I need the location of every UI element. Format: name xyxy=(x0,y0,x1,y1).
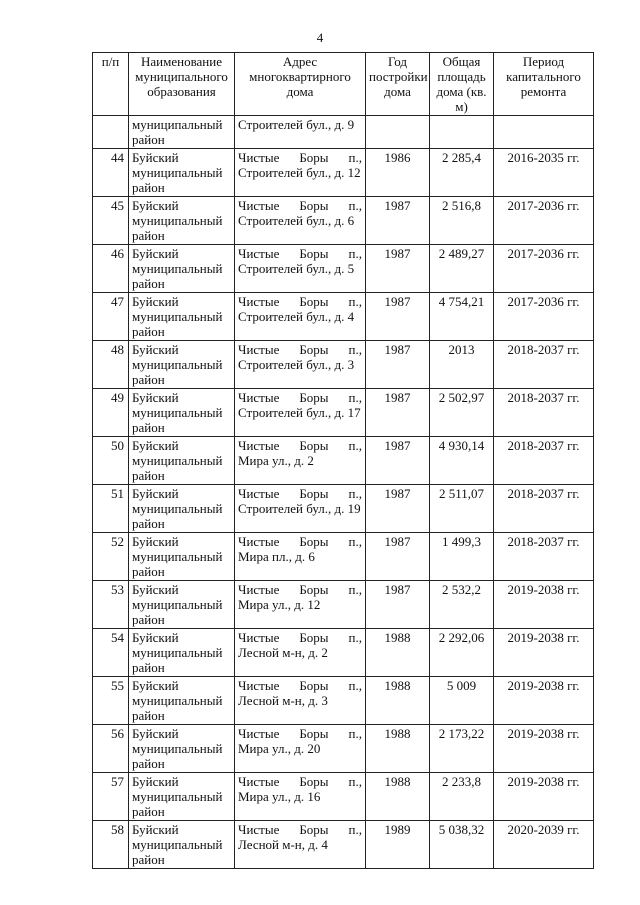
cell-num: 58 xyxy=(93,821,129,869)
cell-year: 1988 xyxy=(366,629,430,677)
cell-address: Строителей бул., д. 9 xyxy=(235,116,366,149)
table-row xyxy=(93,533,594,581)
cell-num: 55 xyxy=(93,677,129,725)
table-row xyxy=(93,293,594,341)
cell-period: 2020-2039 гг. xyxy=(494,821,594,869)
cell-area: 2 502,97 xyxy=(430,389,494,437)
cell-address: Чистые Боры п., Строителей бул., д. 17 xyxy=(235,389,366,437)
table-row xyxy=(93,341,594,389)
table-row xyxy=(93,485,594,533)
cell-num: 49 xyxy=(93,389,129,437)
cell-address: Чистые Боры п., Строителей бул., д. 4 xyxy=(235,293,366,341)
cell-period: 2017-2036 гг. xyxy=(494,197,594,245)
cell-year: 1987 xyxy=(366,293,430,341)
cell-area: 2 511,07 xyxy=(430,485,494,533)
cell-address: Чистые Боры п., Лесной м-н, д. 4 xyxy=(235,821,366,869)
cell-period: 2019-2038 гг. xyxy=(494,581,594,629)
page-number: 4 xyxy=(316,30,324,45)
table-header-row xyxy=(93,53,594,116)
cell-num: 45 xyxy=(93,197,129,245)
cell-area: 2 173,22 xyxy=(430,725,494,773)
cell-period: 2018-2037 гг. xyxy=(494,437,594,485)
cell-municipality: Буйский муниципальный район xyxy=(129,149,235,197)
cell-period: 2018-2037 гг. xyxy=(494,533,594,581)
cell-municipality: Буйский муниципальный район xyxy=(129,341,235,389)
cell-period: 2019-2038 гг. xyxy=(494,725,594,773)
cell-period: 2016-2035 гг. xyxy=(494,149,594,197)
table-row xyxy=(93,629,594,677)
cell-year: 1987 xyxy=(366,581,430,629)
cell-num: 57 xyxy=(93,773,129,821)
cell-year: 1988 xyxy=(366,677,430,725)
cell-num: 53 xyxy=(93,581,129,629)
cell-address: Чистые Боры п., Мира ул., д. 2 xyxy=(235,437,366,485)
cell-num: 56 xyxy=(93,725,129,773)
cell-num: 44 xyxy=(93,149,129,197)
cell-num: 47 xyxy=(93,293,129,341)
cell-year: 1987 xyxy=(366,389,430,437)
cell-address: Чистые Боры п., Мира ул., д. 16 xyxy=(235,773,366,821)
cell-year: 1987 xyxy=(366,485,430,533)
cell-period: 2018-2037 гг. xyxy=(494,485,594,533)
cell-num: 51 xyxy=(93,485,129,533)
cell-period: 2017-2036 гг. xyxy=(494,245,594,293)
cell-period: 2017-2036 гг. xyxy=(494,293,594,341)
cell-address: Чистые Боры п., Лесной м-н, д. 2 xyxy=(235,629,366,677)
table-row xyxy=(93,245,594,293)
table-row xyxy=(93,149,594,197)
cell-area: 2 285,4 xyxy=(430,149,494,197)
table-row xyxy=(93,389,594,437)
cell-area: 5 038,32 xyxy=(430,821,494,869)
cell-area: 2 292,06 xyxy=(430,629,494,677)
cell-municipality: Буйский муниципальный район xyxy=(129,389,235,437)
cell-period: 2019-2038 гг. xyxy=(494,629,594,677)
cell-address: Чистые Боры п., Строителей бул., д. 3 xyxy=(235,341,366,389)
cell-area: 2 489,27 xyxy=(430,245,494,293)
cell-year xyxy=(366,116,430,149)
cell-area: 2 532,2 xyxy=(430,581,494,629)
cell-year: 1987 xyxy=(366,341,430,389)
cell-period: 2019-2038 гг. xyxy=(494,677,594,725)
cell-address: Чистые Боры п., Строителей бул., д. 19 xyxy=(235,485,366,533)
cell-period: 2019-2038 гг. xyxy=(494,773,594,821)
table-row xyxy=(93,197,594,245)
cell-period xyxy=(494,116,594,149)
table-row xyxy=(93,437,594,485)
cell-municipality: Буйский муниципальный район xyxy=(129,197,235,245)
header-municipality: Наименование муниципального образования xyxy=(129,53,235,116)
cell-municipality: Буйский муниципальный район xyxy=(129,821,235,869)
cell-address: Чистые Боры п., Строителей бул., д. 6 xyxy=(235,197,366,245)
cell-year: 1987 xyxy=(366,197,430,245)
cell-period: 2018-2037 гг. xyxy=(494,389,594,437)
cell-year: 1986 xyxy=(366,149,430,197)
cell-area: 2013 xyxy=(430,341,494,389)
table-row xyxy=(93,677,594,725)
cell-year: 1988 xyxy=(366,725,430,773)
cell-area: 1 499,3 xyxy=(430,533,494,581)
cell-municipality: Буйский муниципальный район xyxy=(129,725,235,773)
cell-address: Чистые Боры п., Строителей бул., д. 5 xyxy=(235,245,366,293)
header-year: Год постройки дома xyxy=(366,53,430,116)
cell-year: 1987 xyxy=(366,533,430,581)
cell-year: 1989 xyxy=(366,821,430,869)
cell-area: 2 233,8 xyxy=(430,773,494,821)
cell-year: 1987 xyxy=(366,437,430,485)
cell-year: 1987 xyxy=(366,245,430,293)
cell-area: 2 516,8 xyxy=(430,197,494,245)
cell-address: Чистые Боры п., Мира ул., д. 12 xyxy=(235,581,366,629)
cell-num: 54 xyxy=(93,629,129,677)
cell-address: Чистые Боры п., Мира пл., д. 6 xyxy=(235,533,366,581)
cell-municipality: Буйский муниципальный район xyxy=(129,245,235,293)
cell-municipality: Буйский муниципальный район xyxy=(129,293,235,341)
cell-area xyxy=(430,116,494,149)
cell-municipality: Буйский муниципальный район xyxy=(129,677,235,725)
header-num: п/п xyxy=(93,53,129,116)
cell-municipality: Буйский муниципальный район xyxy=(129,485,235,533)
cell-num: 52 xyxy=(93,533,129,581)
cell-address: Чистые Боры п., Строителей бул., д. 12 xyxy=(235,149,366,197)
table-row xyxy=(93,725,594,773)
cell-period: 2018-2037 гг. xyxy=(494,341,594,389)
table-row xyxy=(93,581,594,629)
cell-num: 46 xyxy=(93,245,129,293)
cell-municipality: Буйский муниципальный район xyxy=(129,533,235,581)
cell-address: Чистые Боры п., Лесной м-н, д. 3 xyxy=(235,677,366,725)
table-row xyxy=(93,773,594,821)
housing-table xyxy=(92,52,594,869)
cell-num: 50 xyxy=(93,437,129,485)
cell-municipality: Буйский муниципальный район xyxy=(129,773,235,821)
cell-area: 5 009 xyxy=(430,677,494,725)
header-address: Адрес многоквартирного дома xyxy=(235,53,366,116)
cell-municipality: муниципальный район xyxy=(129,116,235,149)
table-row-continued xyxy=(93,116,594,149)
cell-area: 4 930,14 xyxy=(430,437,494,485)
table-row xyxy=(93,821,594,869)
cell-municipality: Буйский муниципальный район xyxy=(129,629,235,677)
cell-area: 4 754,21 xyxy=(430,293,494,341)
cell-year: 1988 xyxy=(366,773,430,821)
cell-num: 48 xyxy=(93,341,129,389)
cell-municipality: Буйский муниципальный район xyxy=(129,437,235,485)
cell-num xyxy=(93,116,129,149)
cell-address: Чистые Боры п., Мира ул., д. 20 xyxy=(235,725,366,773)
header-period: Период капитального ремонта xyxy=(494,53,594,116)
cell-municipality: Буйский муниципальный район xyxy=(129,581,235,629)
header-area: Общая площадь дома (кв. м) xyxy=(430,53,494,116)
